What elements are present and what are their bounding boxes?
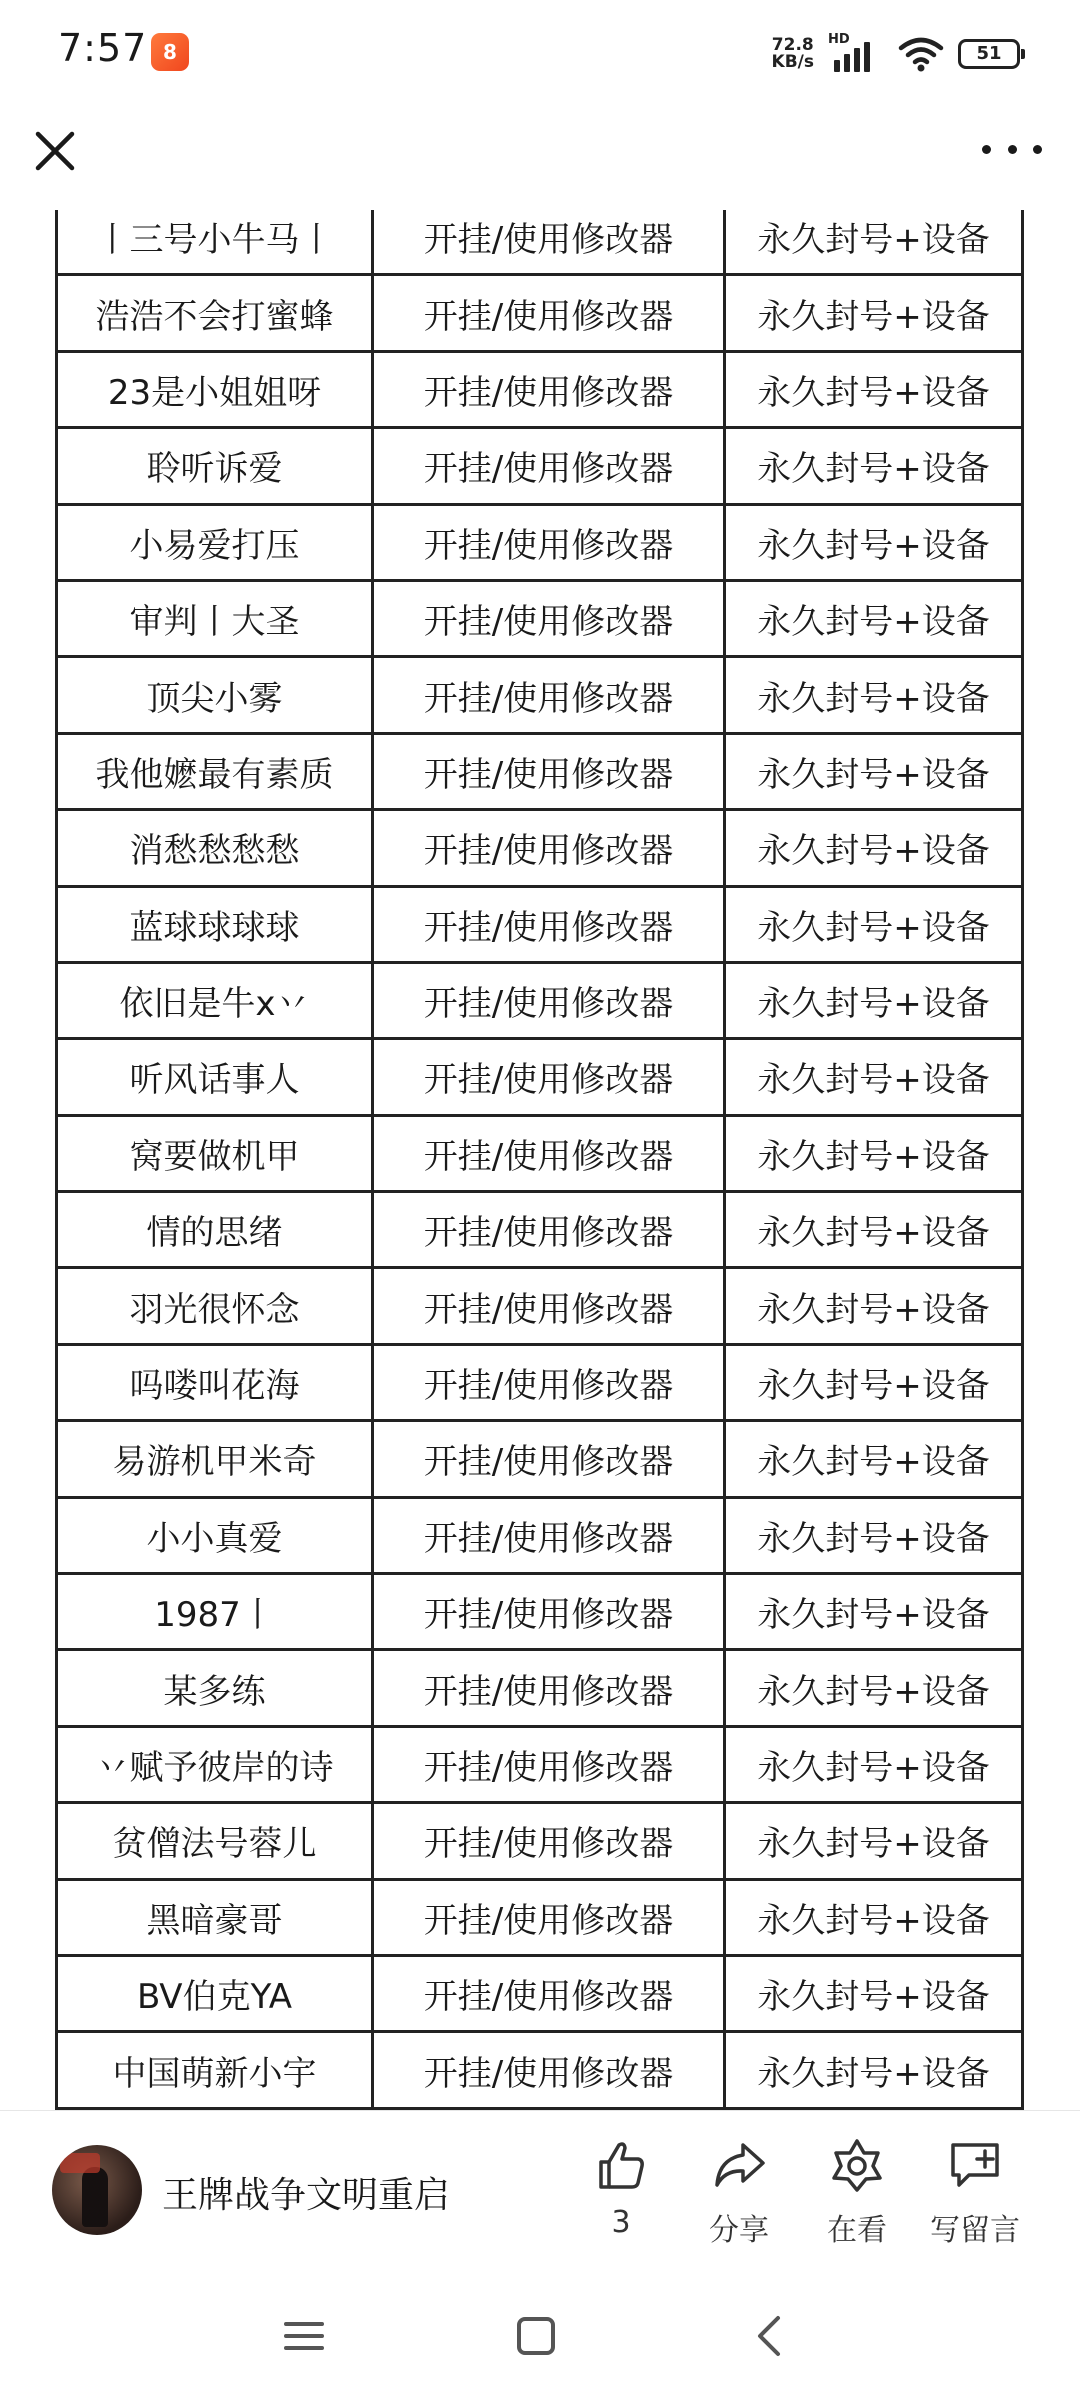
hd-label: HD xyxy=(828,32,850,47)
penalty-cell: 永久封号+设备 xyxy=(723,658,1024,731)
violation-cell: 开挂/使用修改器 xyxy=(371,964,723,1037)
app-notification-icon: 8 xyxy=(151,33,189,71)
violation-cell: 开挂/使用修改器 xyxy=(371,276,723,349)
violation-cell: 开挂/使用修改器 xyxy=(371,429,723,502)
close-button[interactable] xyxy=(28,124,82,178)
share-arrow-icon xyxy=(711,2137,767,2193)
player-name-cell: 聆听诉爱 xyxy=(55,429,371,502)
more-icon-dot xyxy=(1033,145,1042,154)
star-flower-icon xyxy=(829,2137,885,2193)
penalty-cell: 永久封号+设备 xyxy=(723,1193,1024,1266)
bottom-action-bar xyxy=(0,2110,1080,2271)
penalty-cell: 永久封号+设备 xyxy=(723,1575,1024,1648)
table-row xyxy=(55,811,1024,887)
player-name-cell: 贫僧法号蓉儿 xyxy=(55,1804,371,1877)
penalty-cell: 永久封号+设备 xyxy=(723,582,1024,655)
penalty-cell: 永久封号+设备 xyxy=(723,1422,1024,1495)
table-row xyxy=(55,964,1024,1040)
penalty-cell: 永久封号+设备 xyxy=(723,1804,1024,1877)
back-button[interactable] xyxy=(740,2306,800,2366)
penalty-cell: 永久封号+设备 xyxy=(723,1269,1024,1342)
player-name-cell: 审判丨大圣 xyxy=(55,582,371,655)
violation-cell: 开挂/使用修改器 xyxy=(371,658,723,731)
player-name-cell: 听风话事人 xyxy=(55,1040,371,1113)
table-row xyxy=(55,582,1024,658)
table-row xyxy=(55,1422,1024,1498)
player-name-cell: 中国萌新小宇 xyxy=(55,2033,371,2106)
network-speed-unit: KB/s xyxy=(771,52,814,72)
violation-cell: 开挂/使用修改器 xyxy=(371,1269,723,1342)
player-name-cell: 消愁愁愁愁 xyxy=(55,811,371,884)
player-name-cell: 某多练 xyxy=(55,1651,371,1724)
player-name-cell: 顶尖小雾 xyxy=(55,658,371,731)
player-name-cell: 1987丨 xyxy=(55,1575,371,1648)
recent-apps-button[interactable] xyxy=(274,2306,334,2366)
penalty-cell: 永久封号+设备 xyxy=(723,964,1024,1037)
table-row xyxy=(55,506,1024,582)
status-bar xyxy=(0,0,1080,104)
violation-cell: 开挂/使用修改器 xyxy=(371,811,723,884)
cell-signal-icon xyxy=(828,32,884,72)
violation-cell: 开挂/使用修改器 xyxy=(371,2033,723,2106)
penalty-cell: 永久封号+设备 xyxy=(723,1117,1024,1190)
table-row xyxy=(55,1804,1024,1880)
player-name-cell: 小易爱打压 xyxy=(55,506,371,579)
penalty-cell: 永久封号+设备 xyxy=(723,1499,1024,1572)
more-icon-dot xyxy=(1008,145,1017,154)
wifi-icon xyxy=(898,36,944,72)
home-button[interactable] xyxy=(506,2306,566,2366)
violation-cell: 开挂/使用修改器 xyxy=(371,1804,723,1877)
violation-cell: 开挂/使用修改器 xyxy=(371,1499,723,1572)
table-row xyxy=(55,1499,1024,1575)
penalty-cell: 永久封号+设备 xyxy=(723,1346,1024,1419)
ban-list-table xyxy=(55,210,1024,2110)
status-time: 7:57 xyxy=(58,26,148,70)
player-name-cell: 浩浩不会打蜜蜂 xyxy=(55,276,371,349)
thumbs-up-icon xyxy=(593,2137,649,2193)
table-row xyxy=(55,1193,1024,1269)
penalty-cell: 永久封号+设备 xyxy=(723,210,1024,273)
player-name-cell: 我他嬷最有素质 xyxy=(55,735,371,808)
comment-plus-icon xyxy=(947,2137,1003,2193)
player-name-cell: 情的思绪 xyxy=(55,1193,371,1266)
table-row xyxy=(55,1575,1024,1651)
like-button[interactable] xyxy=(566,2137,676,2240)
player-name-cell: 小小真爱 xyxy=(55,1499,371,1572)
player-name-cell: 23是小姐姐呀 xyxy=(55,353,371,426)
share-label: 分享 xyxy=(709,2213,769,2248)
penalty-cell: 永久封号+设备 xyxy=(723,888,1024,961)
player-name-cell: 蓝球球球球 xyxy=(55,888,371,961)
more-options-button[interactable] xyxy=(982,134,1042,164)
penalty-cell: 永久封号+设备 xyxy=(723,1040,1024,1113)
table-row xyxy=(55,1957,1024,2033)
battery-indicator: 51 xyxy=(958,39,1020,69)
like-count: 3 xyxy=(611,2205,631,2240)
table-row xyxy=(55,1346,1024,1422)
network-speed-value: 72.8 xyxy=(771,35,814,55)
player-name-cell: BV伯克YA xyxy=(55,1957,371,2030)
share-button[interactable] xyxy=(684,2137,794,2249)
table-row xyxy=(55,353,1024,429)
table-row xyxy=(55,210,1024,276)
table-row xyxy=(55,1728,1024,1804)
violation-cell: 开挂/使用修改器 xyxy=(371,1575,723,1648)
table-row xyxy=(55,658,1024,734)
player-name-cell: 易游机甲米奇 xyxy=(55,1422,371,1495)
penalty-cell: 永久封号+设备 xyxy=(723,735,1024,808)
player-name-cell: 吗喽叫花海 xyxy=(55,1346,371,1419)
top-nav-bar xyxy=(0,104,1080,210)
network-speed xyxy=(772,37,814,71)
player-name-cell: 丨三号小牛马丨 xyxy=(55,210,371,273)
table-row xyxy=(55,735,1024,811)
violation-cell: 开挂/使用修改器 xyxy=(371,1193,723,1266)
table-row xyxy=(55,1269,1024,1345)
account-name[interactable]: 王牌战争文明重启 xyxy=(162,2175,451,2216)
violation-cell: 开挂/使用修改器 xyxy=(371,888,723,961)
comment-label: 写留言 xyxy=(930,2213,1020,2248)
penalty-cell: 永久封号+设备 xyxy=(723,353,1024,426)
more-icon-dot xyxy=(982,145,991,154)
violation-cell: 开挂/使用修改器 xyxy=(371,1728,723,1801)
violation-cell: 开挂/使用修改器 xyxy=(371,582,723,655)
player-name-cell: 羽光很怀念 xyxy=(55,1269,371,1342)
player-name-cell: 窝要做机甲 xyxy=(55,1117,371,1190)
table-row xyxy=(55,1881,1024,1957)
watching-button[interactable] xyxy=(802,2137,912,2249)
player-name-cell: 黑暗豪哥 xyxy=(55,1881,371,1954)
menu-icon xyxy=(274,2306,334,2366)
violation-cell: 开挂/使用修改器 xyxy=(371,353,723,426)
violation-cell: 开挂/使用修改器 xyxy=(371,1422,723,1495)
watching-label: 在看 xyxy=(827,2213,887,2248)
table-row xyxy=(55,888,1024,964)
violation-cell: 开挂/使用修改器 xyxy=(371,1957,723,2030)
status-indicators xyxy=(772,32,1020,76)
account-avatar[interactable] xyxy=(52,2145,142,2235)
table-row xyxy=(55,1117,1024,1193)
violation-cell: 开挂/使用修改器 xyxy=(371,1117,723,1190)
penalty-cell: 永久封号+设备 xyxy=(723,2033,1024,2106)
violation-cell: 开挂/使用修改器 xyxy=(371,1651,723,1724)
penalty-cell: 永久封号+设备 xyxy=(723,1651,1024,1724)
penalty-cell: 永久封号+设备 xyxy=(723,506,1024,579)
table-row xyxy=(55,276,1024,352)
article-content[interactable] xyxy=(0,210,1080,2110)
penalty-cell: 永久封号+设备 xyxy=(723,1957,1024,2030)
close-icon xyxy=(28,124,82,178)
violation-cell: 开挂/使用修改器 xyxy=(371,1346,723,1419)
penalty-cell: 永久封号+设备 xyxy=(723,1728,1024,1801)
violation-cell: 开挂/使用修改器 xyxy=(371,735,723,808)
penalty-cell: 永久封号+设备 xyxy=(723,429,1024,502)
player-name-cell: 依旧是牛x丷 xyxy=(55,964,371,1037)
table-row xyxy=(55,429,1024,505)
player-name-cell: 丷赋予彼岸的诗 xyxy=(55,1728,371,1801)
system-navigation-bar xyxy=(0,2270,1080,2400)
violation-cell: 开挂/使用修改器 xyxy=(371,1881,723,1954)
square-home-icon xyxy=(506,2306,566,2366)
violation-cell: 开挂/使用修改器 xyxy=(371,210,723,273)
table-row xyxy=(55,1651,1024,1727)
violation-cell: 开挂/使用修改器 xyxy=(371,506,723,579)
comment-button[interactable] xyxy=(920,2137,1030,2249)
penalty-cell: 永久封号+设备 xyxy=(723,1881,1024,1954)
penalty-cell: 永久封号+设备 xyxy=(723,276,1024,349)
penalty-cell: 永久封号+设备 xyxy=(723,811,1024,884)
back-chevron-icon xyxy=(740,2306,800,2366)
table-row xyxy=(55,2033,1024,2109)
table-row xyxy=(55,1040,1024,1116)
violation-cell: 开挂/使用修改器 xyxy=(371,1040,723,1113)
